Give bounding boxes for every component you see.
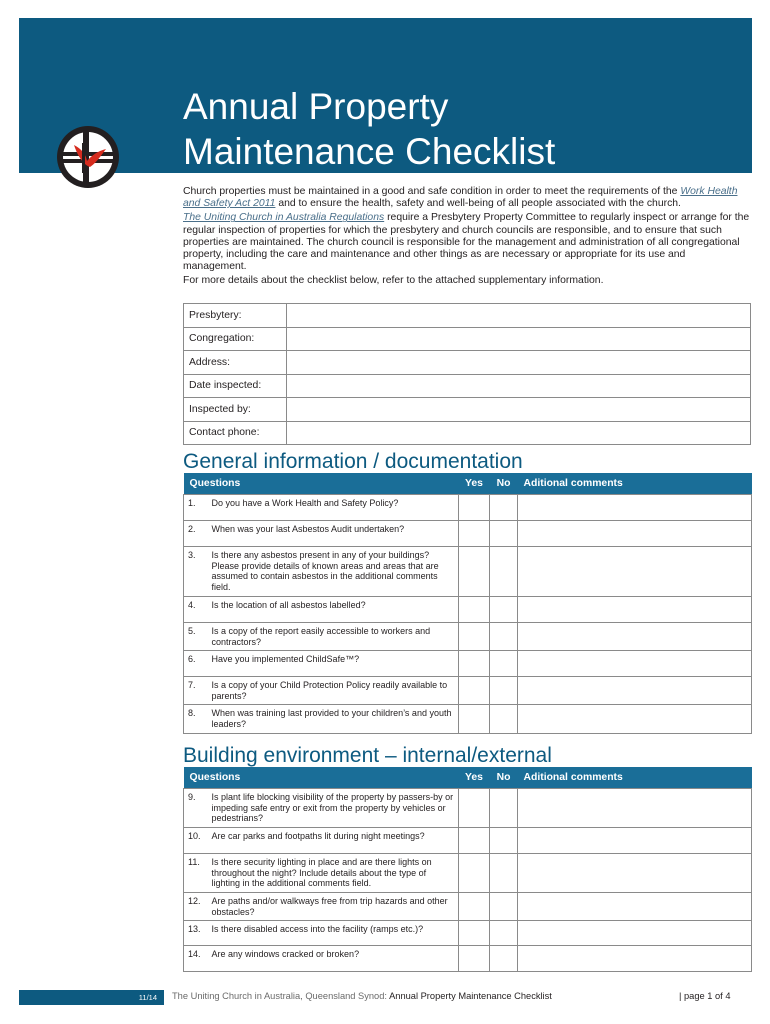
question-number: 4.	[184, 597, 208, 623]
footer-org: The Uniting Church in Australia, Queensland Synod:	[172, 991, 387, 1001]
question-row	[184, 854, 752, 893]
comments-cell[interactable]	[518, 705, 752, 733]
page-number: | page 1 of 4	[679, 991, 731, 1001]
yes-header: Yes	[459, 767, 490, 789]
no-checkbox-cell[interactable]	[490, 623, 518, 651]
no-checkbox-cell[interactable]	[490, 946, 518, 972]
question-number: 12.	[184, 893, 208, 921]
no-checkbox-cell[interactable]	[490, 651, 518, 677]
question-text: Is a copy of the report easily accessible to workers and contractors?	[208, 623, 459, 651]
yes-checkbox-cell[interactable]	[459, 921, 490, 946]
form-label: Address:	[184, 351, 287, 375]
question-row	[184, 789, 752, 828]
yes-checkbox-cell[interactable]	[459, 597, 490, 623]
question-number: 8.	[184, 705, 208, 733]
intro-paragraph-2	[183, 212, 751, 273]
comments-cell[interactable]	[518, 921, 752, 946]
question-number: 3.	[184, 547, 208, 597]
no-checkbox-cell[interactable]	[490, 597, 518, 623]
whs-act-link[interactable]: Work Health and Safety Act 2011	[183, 186, 738, 210]
yes-checkbox-cell[interactable]	[459, 677, 490, 705]
form-field[interactable]	[287, 327, 751, 351]
yes-checkbox-cell[interactable]	[459, 651, 490, 677]
question-text: Is plant life blocking visibility of the property by passers-by or impeding safe entry or exit from the property by vehicles or pedestrians?	[208, 789, 459, 828]
question-row	[184, 623, 752, 651]
form-label: Presbytery:	[184, 304, 287, 328]
comments-cell[interactable]	[518, 677, 752, 705]
yes-checkbox-cell[interactable]	[459, 495, 490, 521]
question-number: 11.	[184, 854, 208, 893]
table-header-row	[184, 473, 752, 495]
form-row	[184, 398, 751, 422]
comments-cell[interactable]	[518, 651, 752, 677]
question-number: 9.	[184, 789, 208, 828]
form-row	[184, 351, 751, 375]
no-header: No	[490, 767, 518, 789]
yes-checkbox-cell[interactable]	[459, 547, 490, 597]
questions-header: Questions	[184, 767, 459, 789]
footer-document-title	[172, 991, 552, 1001]
comments-cell[interactable]	[518, 597, 752, 623]
question-row	[184, 828, 752, 854]
no-checkbox-cell[interactable]	[490, 495, 518, 521]
title-line-2: Maintenance Checklist	[183, 131, 556, 172]
page-title	[183, 84, 555, 174]
section-title-building: Building environment – internal/external	[183, 744, 552, 767]
title-line-1: Annual Property	[183, 86, 449, 127]
intro-p2-text: require a Presbytery Property Committee to regularly inspect or arrange for the regular inspection of properties for which the presbytery and church councils are responsible, and to ensure that such properties are maintained. The church council is responsible for the management and administration of all congregational property, including the care and maintenance and other things as are necessary or appropriate for its use and management.	[183, 212, 750, 273]
question-row	[184, 597, 752, 623]
comments-cell[interactable]	[518, 495, 752, 521]
question-text: Is a copy of your Child Protection Policy readily available to parents?	[208, 677, 459, 705]
form-row	[184, 327, 751, 351]
comments-cell[interactable]	[518, 893, 752, 921]
no-checkbox-cell[interactable]	[490, 705, 518, 733]
form-row	[184, 421, 751, 445]
yes-checkbox-cell[interactable]	[459, 854, 490, 893]
question-row	[184, 893, 752, 921]
question-row	[184, 521, 752, 547]
question-number: 14.	[184, 946, 208, 972]
form-label: Congregation:	[184, 327, 287, 351]
form-field[interactable]	[287, 398, 751, 422]
form-label: Contact phone:	[184, 421, 287, 445]
regulations-link[interactable]: The Uniting Church in Australia Regulations	[183, 212, 385, 224]
form-field[interactable]	[287, 351, 751, 375]
question-row	[184, 921, 752, 946]
comments-cell[interactable]	[518, 547, 752, 597]
form-field[interactable]	[287, 304, 751, 328]
table-header-row	[184, 767, 752, 789]
comments-cell[interactable]	[518, 946, 752, 972]
yes-checkbox-cell[interactable]	[459, 705, 490, 733]
uniting-church-logo-icon	[56, 125, 120, 189]
question-text: Are paths and/or walkways free from trip hazards and other obstacles?	[208, 893, 459, 921]
no-checkbox-cell[interactable]	[490, 547, 518, 597]
question-number: 5.	[184, 623, 208, 651]
building-questions-table	[183, 767, 752, 972]
yes-checkbox-cell[interactable]	[459, 521, 490, 547]
form-label: Date inspected:	[184, 374, 287, 398]
question-number: 10.	[184, 828, 208, 854]
yes-checkbox-cell[interactable]	[459, 893, 490, 921]
question-text: When was training last provided to your children’s and youth leaders?	[208, 705, 459, 733]
yes-checkbox-cell[interactable]	[459, 789, 490, 828]
questions-header: Questions	[184, 473, 459, 495]
no-checkbox-cell[interactable]	[490, 828, 518, 854]
question-row	[184, 705, 752, 733]
intro-paragraph-3: For more details about the checklist below, refer to the attached supplementary information.	[183, 275, 604, 287]
question-row	[184, 547, 752, 597]
no-checkbox-cell[interactable]	[490, 677, 518, 705]
property-details-form	[183, 303, 751, 445]
question-row	[184, 946, 752, 972]
no-checkbox-cell[interactable]	[490, 789, 518, 828]
no-checkbox-cell[interactable]	[490, 921, 518, 946]
form-label: Inspected by:	[184, 398, 287, 422]
question-row	[184, 495, 752, 521]
yes-header: Yes	[459, 473, 490, 495]
question-text: Is the location of all asbestos labelled?	[208, 597, 459, 623]
comments-header: Aditional comments	[518, 473, 752, 495]
question-text: When was your last Asbestos Audit undertaken?	[208, 521, 459, 547]
comments-cell[interactable]	[518, 623, 752, 651]
yes-checkbox-cell[interactable]	[459, 946, 490, 972]
question-text: Are any windows cracked or broken?	[208, 946, 459, 972]
no-checkbox-cell[interactable]	[490, 854, 518, 893]
question-row	[184, 677, 752, 705]
footer-code: 11/14	[138, 993, 157, 1002]
intro-p1-text-a: Church properties must be maintained in a good and safe condition in order to meet the requirements of the	[183, 186, 681, 197]
question-number: 2.	[184, 521, 208, 547]
question-number: 7.	[184, 677, 208, 705]
comments-cell[interactable]	[518, 789, 752, 828]
question-text: Do you have a Work Health and Safety Policy?	[208, 495, 459, 521]
question-text: Is there any asbestos present in any of your buildings? Please provide details of known areas and areas that are assumed to contain asbestos in the additional comments field.	[208, 547, 459, 597]
intro-p1-text-b: and to ensure the health, safety and well-being of all people associated with the church.	[275, 198, 681, 210]
question-text: Is there security lighting in place and are there lights on throughout the night? Include details about the type of lighting in the additional comments field.	[208, 854, 459, 893]
no-header: No	[490, 473, 518, 495]
question-number: 1.	[184, 495, 208, 521]
question-text: Is there disabled access into the facility (ramps etc.)?	[208, 921, 459, 946]
comments-cell[interactable]	[518, 828, 752, 854]
form-field[interactable]	[287, 374, 751, 398]
comments-cell[interactable]	[518, 521, 752, 547]
no-checkbox-cell[interactable]	[490, 893, 518, 921]
question-text: Have you implemented ChildSafe™?	[208, 651, 459, 677]
question-number: 6.	[184, 651, 208, 677]
intro-text	[183, 186, 751, 290]
comments-cell[interactable]	[518, 854, 752, 893]
intro-paragraph-1	[183, 186, 751, 210]
form-row	[184, 304, 751, 328]
no-checkbox-cell[interactable]	[490, 521, 518, 547]
yes-checkbox-cell[interactable]	[459, 828, 490, 854]
section-title-general: General information / documentation	[183, 450, 523, 473]
general-questions-table	[183, 473, 752, 734]
footer-doc: Annual Property Maintenance Checklist	[387, 991, 552, 1001]
question-text: Are car parks and footpaths lit during night meetings?	[208, 828, 459, 854]
question-number: 13.	[184, 921, 208, 946]
form-row	[184, 374, 751, 398]
yes-checkbox-cell[interactable]	[459, 623, 490, 651]
question-row	[184, 651, 752, 677]
form-field[interactable]	[287, 421, 751, 445]
comments-header: Aditional comments	[518, 767, 752, 789]
